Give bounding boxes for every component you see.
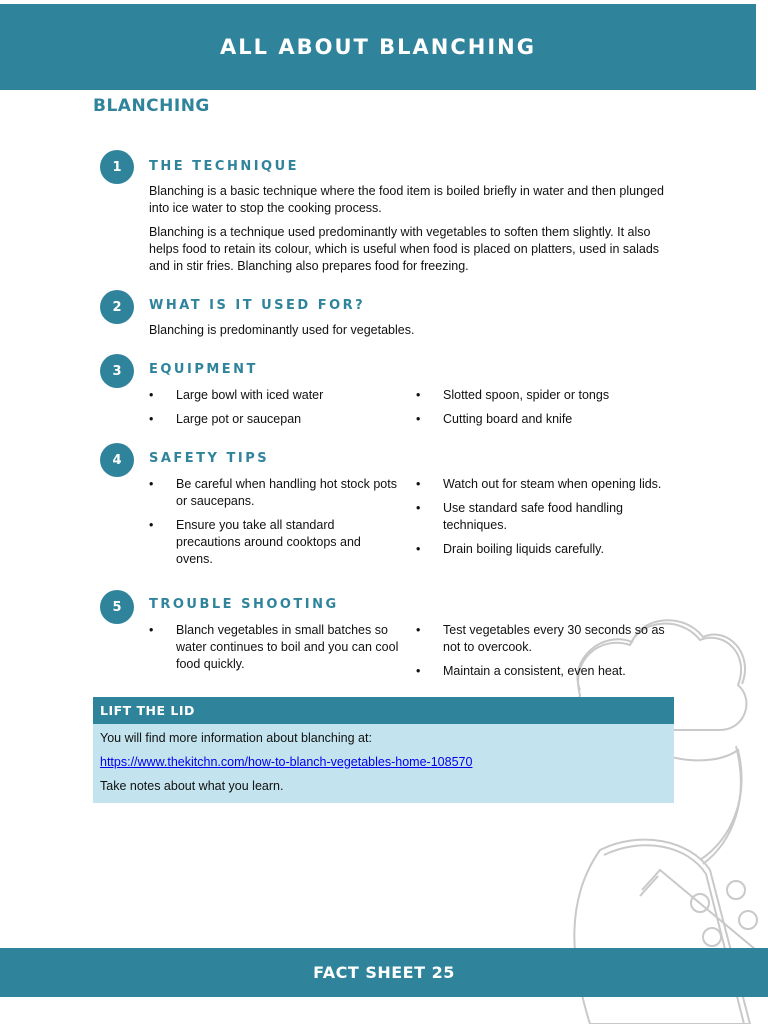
section-1-title: THE TECHNIQUE [149,159,300,174]
trouble-shooting-list-left [149,622,399,680]
blanching-info-link[interactable]: https://www.thekitchn.com/how-to-blanch-vegetables-home-108570 [100,755,473,769]
section-2-title: WHAT IS IT USED FOR? [149,298,366,313]
section-4-number-badge: 4 [100,443,134,477]
lift-the-lid-title: LIFT THE LID [93,697,674,724]
equipment-list-right [416,387,666,435]
section-2-paragraph-1: Blanching is predominantly used for vegetables. [149,323,415,337]
safety-tips-list-right [416,476,666,565]
safety-tips-list-left [149,476,399,575]
lift-the-lid-outro: Take notes about what you learn. [100,779,284,793]
section-5-number-badge: 5 [100,590,134,624]
main-heading: BLANCHING [93,96,210,116]
page-title: ALL ABOUT BLANCHING [220,35,536,59]
title-banner [0,4,756,90]
section-1-paragraph-2: Blanching is a technique used predominantly with vegetables to soften them slightly. It also helps food to retain its colour, which is useful when food is placed on platters, used in salads and in stir fries. Blanching also prepares food for freezing. [149,225,660,273]
list-item: • Cutting board and knife [416,411,666,428]
lift-the-lid-panel [93,697,674,803]
list-item: • Maintain a consistent, even heat. [416,663,666,680]
lift-the-lid-intro: You will find more information about blanching at: [100,731,372,745]
section-2-number-badge: 2 [100,290,134,324]
section-3-title: EQUIPMENT [149,362,258,377]
list-item: • Be careful when handling hot stock pots or saucepans. [149,476,399,510]
section-1-paragraph-1: Blanching is a basic technique where the food item is boiled briefly in water and then plunged into ice water to stop the cooking process. [149,184,664,215]
list-item: • Test vegetables every 30 seconds so as not to overcook. [416,622,666,656]
section-5-title: TROUBLE SHOOTING [149,597,339,612]
list-item: • Large bowl with iced water [149,387,399,404]
list-item: • Drain boiling liquids carefully. [416,541,666,558]
list-item: • Slotted spoon, spider or tongs [416,387,666,404]
section-4-title: SAFETY TIPS [149,451,270,466]
section-3-number-badge: 3 [100,354,134,388]
equipment-list-left [149,387,399,435]
section-1-number-badge: 1 [100,150,134,184]
list-item: • Blanch vegetables in small batches so water continues to boil and you can cool food quickly. [149,622,399,673]
list-item: • Ensure you take all standard precautions around cooktops and ovens. [149,517,399,568]
fact-sheet-label: FACT SHEET 25 [313,963,455,982]
footer-banner [0,948,768,997]
list-item: • Watch out for steam when opening lids. [416,476,666,493]
list-item: • Large pot or saucepan [149,411,399,428]
trouble-shooting-list-right [416,622,666,687]
list-item: • Use standard safe food handling techniques. [416,500,666,534]
